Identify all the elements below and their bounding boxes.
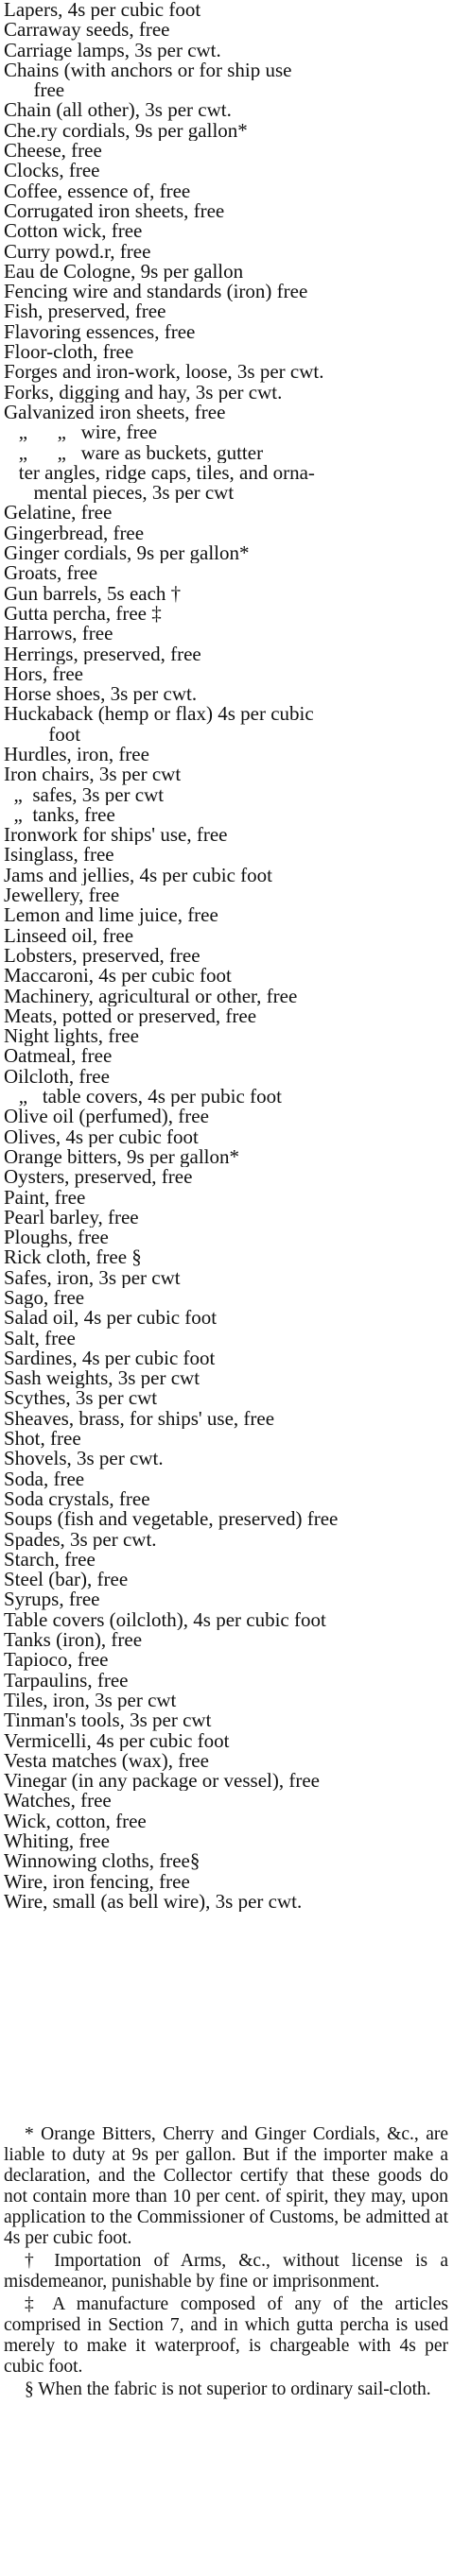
tariff-entry: Corrugated iron sheets, free xyxy=(4,200,225,222)
tariff-entry: Vermicelli, 4s per cubic foot xyxy=(4,1730,230,1751)
tariff-entry: Soups (fish and vegetable, preserved) free xyxy=(4,1509,339,1530)
tariff-entry: Chains (with anchors or for ship use xyxy=(4,60,292,81)
tariff-entry: Sago, free xyxy=(4,1288,85,1309)
tariff-entry: Sardines, 4s per cubic foot xyxy=(4,1348,216,1369)
tariff-entry: Fish, preserved, free xyxy=(4,301,166,322)
tariff-entry: Hurdles, iron, free xyxy=(4,744,149,765)
tariff-entry: Groats, free xyxy=(4,563,98,584)
tariff-entry: Jewellery, free xyxy=(4,885,120,906)
tariff-entry: Machinery, agricultural or other, free xyxy=(4,986,298,1006)
tariff-entry: Olive oil (perfumed), free xyxy=(4,1107,209,1127)
tariff-entry: Ginger cordials, 9s per gallon* xyxy=(4,543,250,564)
tariff-entry: „ safes, 3s per cwt xyxy=(4,784,165,805)
tariff-entry: Jams and jellies, 4s per cubic foot xyxy=(4,865,273,886)
tariff-entry: Oilcloth, free xyxy=(4,1066,110,1088)
tariff-entry: Floor-cloth, free xyxy=(4,342,134,363)
tariff-entry: Vesta matches (wax), free xyxy=(4,1750,209,1772)
tariff-entry: Salt, free xyxy=(4,1328,76,1348)
tariff-entry: Orange bitters, 9s per gallon* xyxy=(4,1146,240,1168)
tariff-entry: Harrows, free xyxy=(4,624,113,644)
tariff-entry: Galvanized iron sheets, free xyxy=(4,402,226,423)
tariff-entry: Syrups, free xyxy=(4,1589,100,1610)
tariff-entry: Cotton wick, free xyxy=(4,221,143,242)
tariff-entry: Ironwork for ships' use, free xyxy=(4,825,228,846)
tariff-entry: Eau de Cologne, 9s per gallon xyxy=(4,261,244,283)
tariff-entry: Sash weights, 3s per cwt xyxy=(4,1368,200,1389)
tariff-entry: Tiles, iron, 3s per cwt xyxy=(4,1690,177,1711)
tariff-entry: Steel (bar), free xyxy=(4,1570,129,1590)
tariff-entry: Tinman's tools, 3s per cwt xyxy=(4,1710,212,1731)
tariff-entry: „ „ wire, free xyxy=(4,422,158,443)
tariff-entry: Forks, digging and hay, 3s per cwt. xyxy=(4,382,283,403)
tariff-entry: „ „ ware as buckets, gutter xyxy=(4,442,264,463)
tariff-entry: Oatmeal, free xyxy=(4,1046,113,1067)
tariff-entry: Winnowing cloths, free§ xyxy=(4,1851,200,1872)
tariff-entry: Lobsters, preserved, free xyxy=(4,945,200,967)
tariff-entry: Scythes, 3s per cwt xyxy=(4,1388,158,1409)
tariff-entry: Oysters, preserved, free xyxy=(4,1167,193,1188)
tariff-entry: Soda, free xyxy=(4,1468,85,1489)
tariff-entry: Fencing wire and standards (iron) free xyxy=(4,282,308,302)
tariff-entry: Clocks, free xyxy=(4,161,100,181)
tariff-entry: Carriage lamps, 3s per cwt. xyxy=(4,40,221,60)
tariff-entry: Lemon and lime juice, free xyxy=(4,905,218,926)
tariff-entry: Curry powd.r, free xyxy=(4,241,151,262)
tariff-entry: Coffee, essence of, free xyxy=(4,180,191,201)
tariff-entry: Carraway seeds, free xyxy=(4,20,170,41)
tariff-entry: mental pieces, 3s per cwt xyxy=(4,483,235,504)
tariff-entry: Shot, free xyxy=(4,1429,81,1450)
tariff-list xyxy=(4,0,452,1912)
tariff-entry: Paint, free xyxy=(4,1187,86,1208)
tariff-entry: Forges and iron-work, loose, 3s per cwt. xyxy=(4,362,324,383)
tariff-entry: ter angles, ridge caps, tiles, and orna- xyxy=(4,462,315,484)
tariff-entry: Che.ry cordials, 9s per gallon* xyxy=(4,120,248,142)
tariff-entry: Watches, free xyxy=(4,1791,112,1812)
tariff-entry: Wick, cotton, free xyxy=(4,1811,147,1832)
tariff-entry: Wire, small (as bell wire), 3s per cwt. xyxy=(4,1891,303,1913)
tariff-entry: Huckaback (hemp or flax) 4s per cubic xyxy=(4,704,314,725)
tariff-entry: Sheaves, brass, for ships' use, free xyxy=(4,1408,275,1430)
tariff-entry: Pearl barley, free xyxy=(4,1207,139,1228)
tariff-entry: Flavoring essences, free xyxy=(4,321,196,343)
tariff-entry: Hors, free xyxy=(4,663,83,685)
tariff-entry: Tanks (iron), free xyxy=(4,1630,143,1651)
tariff-entry: Iron chairs, 3s per cwt xyxy=(4,764,182,785)
tariff-entry: Horse shoes, 3s per cwt. xyxy=(4,684,198,705)
tariff-entry: Maccaroni, 4s per cubic foot xyxy=(4,966,232,987)
tariff-entry: Herrings, preserved, free xyxy=(4,644,201,664)
tariff-entry: Salad oil, 4s per cubic foot xyxy=(4,1308,218,1329)
tariff-entry: Table covers (oilcloth), 4s per cubic foot xyxy=(4,1609,326,1631)
tariff-entry: free xyxy=(4,80,65,101)
tariff-entry: Wire, iron fencing, free xyxy=(4,1871,190,1892)
tariff-entry: Whiting, free xyxy=(4,1831,110,1852)
tariff-entry: Chain (all other), 3s per cwt. xyxy=(4,100,232,121)
tariff-entry: Safes, iron, 3s per cwt xyxy=(4,1267,181,1288)
tariff-entry: Shovels, 3s per cwt. xyxy=(4,1449,164,1469)
tariff-entry: Isinglass, free xyxy=(4,845,114,866)
footnote-gutta-percha: ‡ A manufacture composed of any of the articles comprised in Section 7, and in which gutta percha is used merely to make it waterproof, is chargeable with 4s per cubic foot. xyxy=(4,2294,448,2377)
tariff-entry: Rick cloth, free § xyxy=(4,1247,142,1268)
tariff-entry: Tapioco, free xyxy=(4,1650,109,1671)
tariff-entry: Ploughs, free xyxy=(4,1228,109,1248)
footnote-arms: † Importation of Arms, &c., without license is a misdemeanor, punishable by fine or imprisonment. xyxy=(4,2251,448,2292)
tariff-entry: Soda crystals, free xyxy=(4,1488,150,1510)
tariff-entry: foot xyxy=(4,724,81,745)
tariff-entry: „ tanks, free xyxy=(4,804,115,826)
tariff-entry: Spades, 3s per cwt. xyxy=(4,1529,157,1550)
tariff-entry: Gutta percha, free ‡ xyxy=(4,603,162,625)
footnote-sail-cloth: § When the fabric is not superior to ordinary sail-cloth. xyxy=(25,2379,431,2399)
tariff-entry: Starch, free xyxy=(4,1549,96,1571)
tariff-entry: Linseed oil, free xyxy=(4,925,134,946)
tariff-entry: Lapers, 4s per cubic foot xyxy=(4,0,201,21)
tariff-entry: Tarpaulins, free xyxy=(4,1670,129,1691)
tariff-entry: Gelatine, free xyxy=(4,503,113,524)
tariff-entry: „ table covers, 4s per pubic foot xyxy=(4,1087,282,1108)
tariff-entry: Meats, potted or preserved, free xyxy=(4,1005,257,1027)
footnote-orange-bitters: * Orange Bitters, Cherry and Ginger Cordials, &c., are liable to duty at 9s per gallon. But if the importer make a declaration, and the Collector certify that these goods do not contain more than 10 per cent. of spirit, they may, upon application to the Commissioner of Customs, be admitted at 4s per cubic foot. xyxy=(4,2124,448,2248)
tariff-entry: Olives, 4s per cubic foot xyxy=(4,1126,199,1147)
tariff-entry: Cheese, free xyxy=(4,141,102,162)
tariff-entry: Gingerbread, free xyxy=(4,523,145,544)
tariff-entry: Vinegar (in any package or vessel), free xyxy=(4,1771,320,1792)
tariff-entry: Night lights, free xyxy=(4,1026,139,1047)
footnotes xyxy=(4,2124,448,2402)
tariff-entry: Gun barrels, 5s each † xyxy=(4,583,182,604)
